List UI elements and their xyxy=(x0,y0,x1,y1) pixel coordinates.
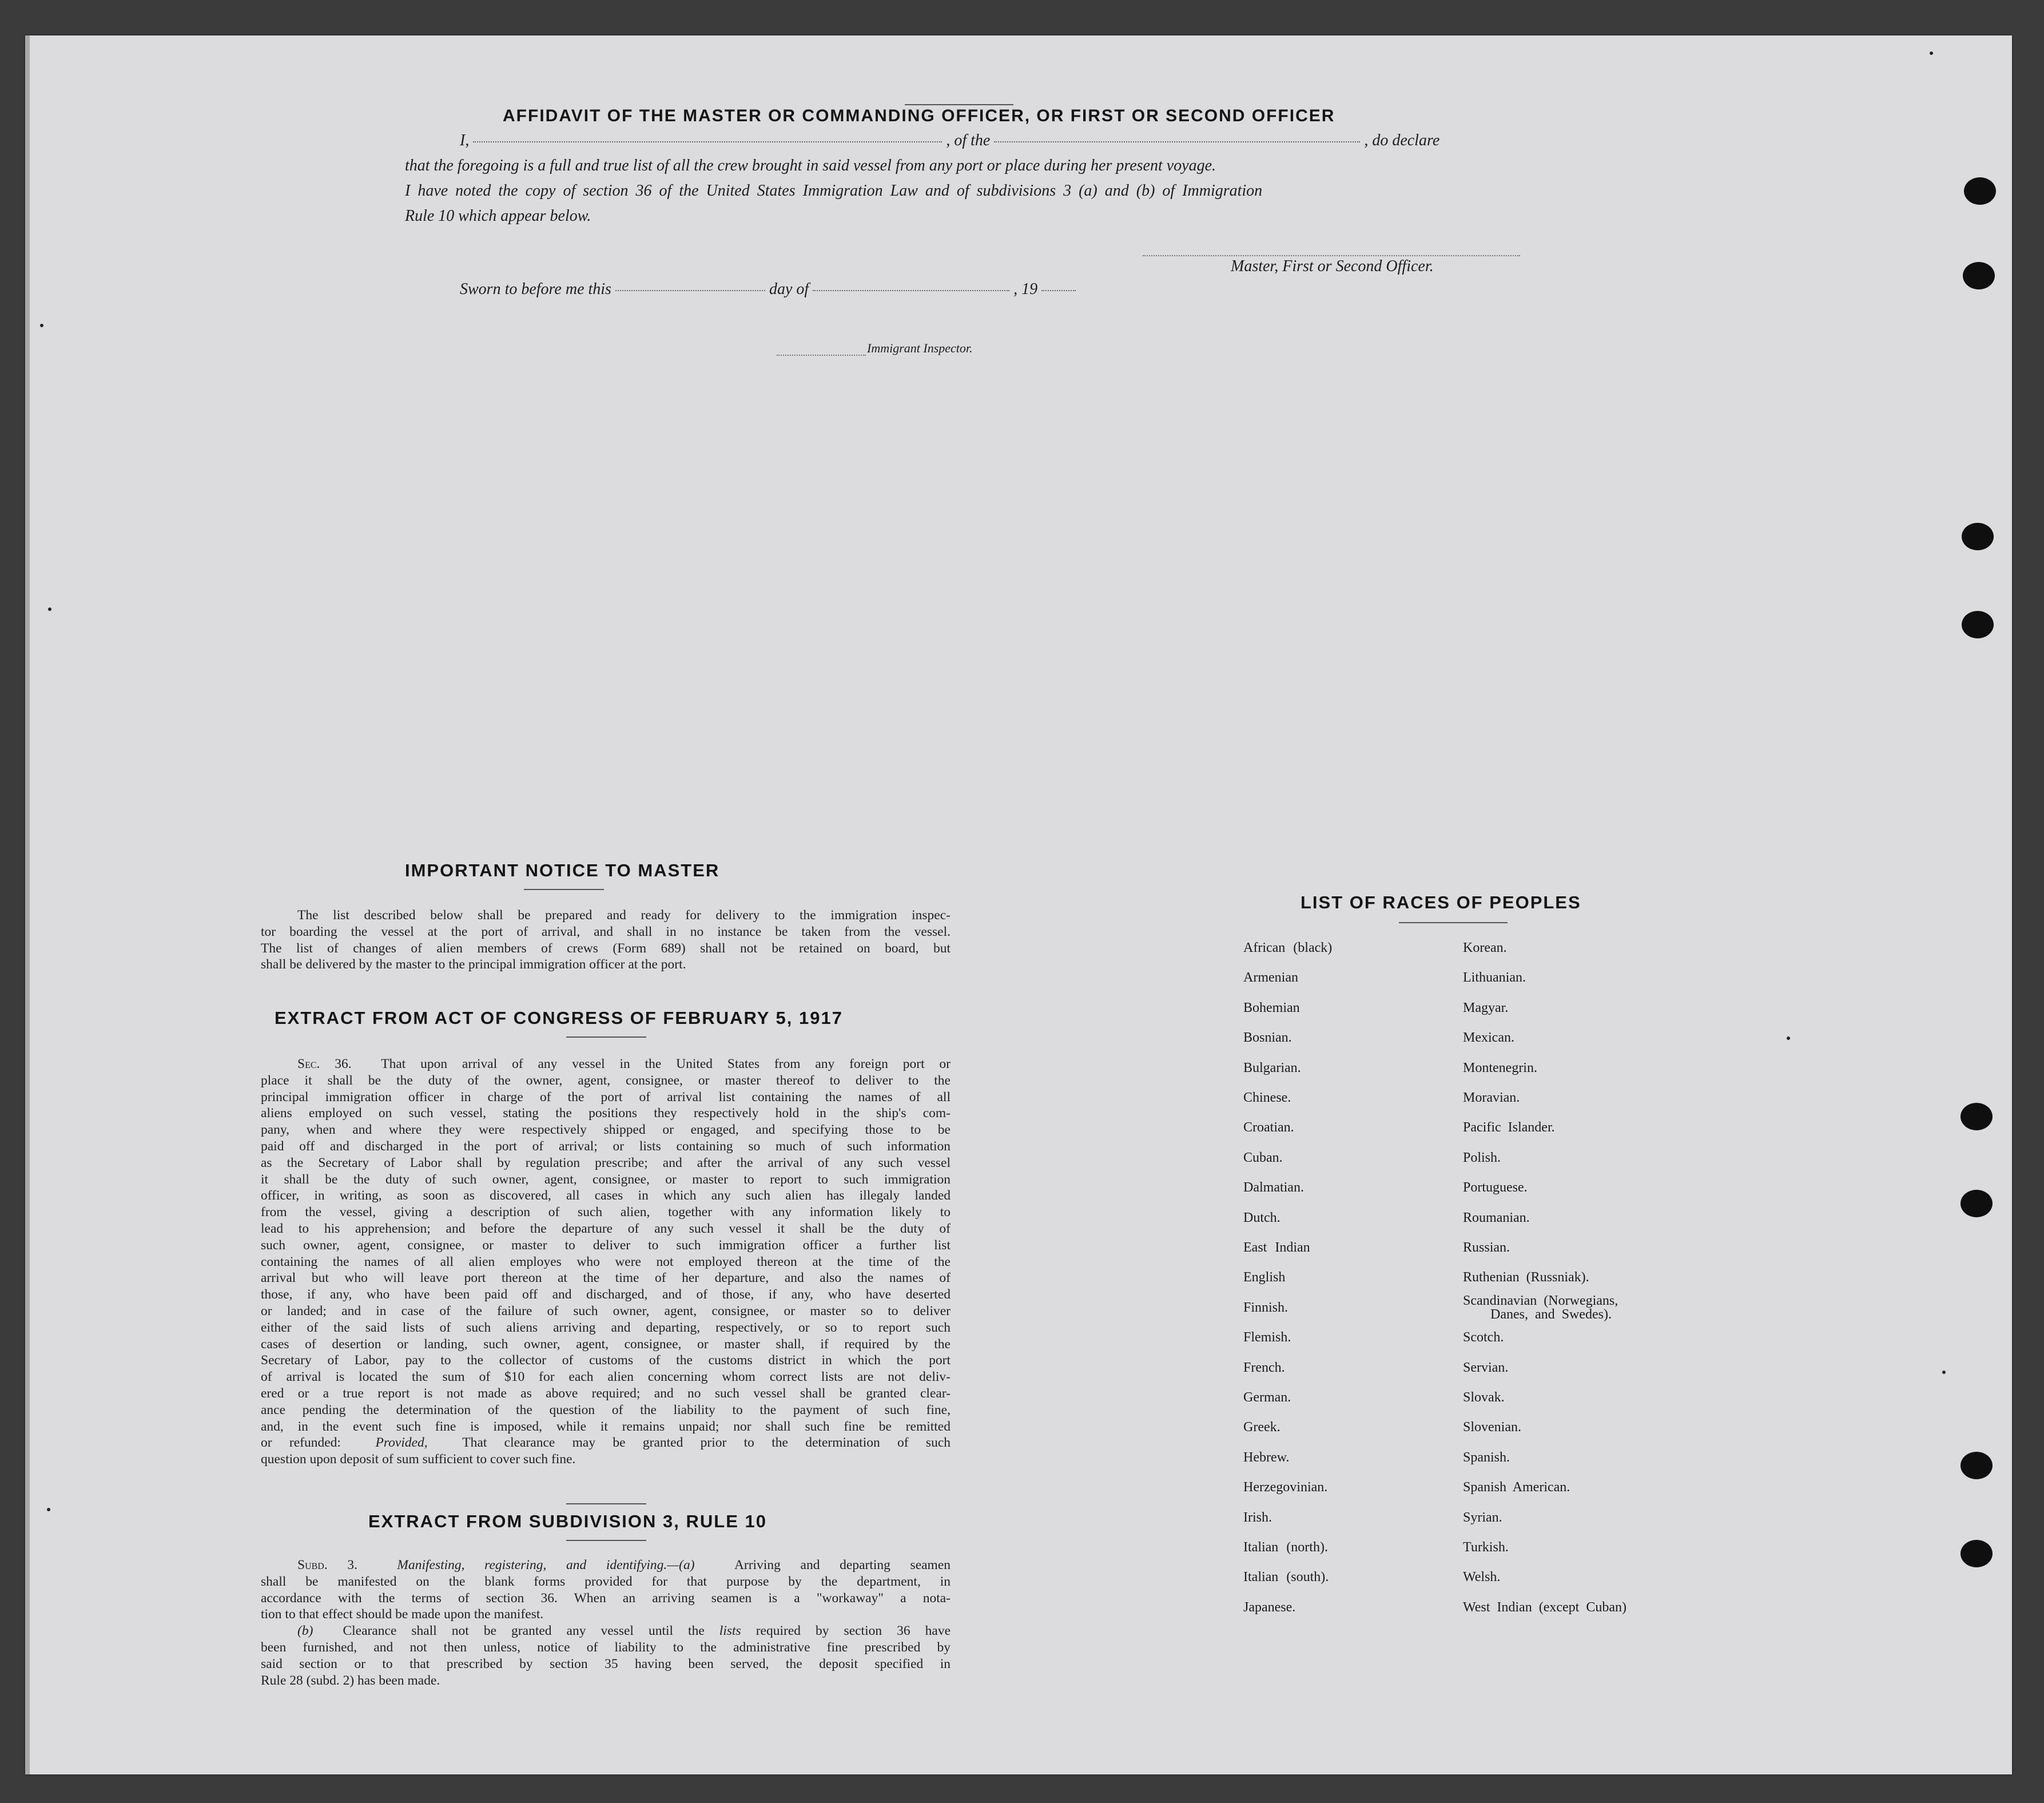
scan-speck xyxy=(1930,51,1933,55)
race-item: East Indian xyxy=(1243,1240,1310,1255)
month-blank xyxy=(813,290,1009,291)
race-item: Dalmatian. xyxy=(1243,1180,1304,1196)
scan-speck xyxy=(1787,1036,1790,1040)
race-item: Moravian. xyxy=(1463,1090,1520,1105)
race-item: Mexican. xyxy=(1463,1030,1514,1046)
races-title: LIST OF RACES OF PEOPLES xyxy=(1301,892,1581,912)
scan-speck xyxy=(40,324,43,327)
race-item: Finnish. xyxy=(1243,1300,1289,1315)
binder-hole xyxy=(1961,1452,1993,1479)
race-item: Polish. xyxy=(1463,1150,1501,1165)
notice-line: tor boarding the vessel at the port of arrival, and shall in no instance be taken from the vessel. xyxy=(261,924,951,939)
notice-line: The list described below shall be prepared and ready for delivery to the immigration inspec- xyxy=(297,908,951,923)
extract-act-paragraph xyxy=(261,1056,951,1468)
rule-line: (b) Clearance shall not be granted any vessel until the lists required by section 36 have xyxy=(297,1623,951,1639)
act-line: place it shall be the duty of the owner, agent, consignee, or master thereof to deliver to the xyxy=(261,1073,951,1088)
rule-line: been furnished, and not then unless, notice of liability to the administrative fine prescribed by xyxy=(261,1639,951,1655)
race-item: Hebrew. xyxy=(1243,1449,1290,1465)
affidavit-title: AFFIDAVIT OF THE MASTER OR COMMANDING OFFICER, OR FIRST OR SECOND OFFICER xyxy=(503,106,1335,125)
notice-title: IMPORTANT NOTICE TO MASTER xyxy=(405,860,720,880)
scan-speck xyxy=(47,1508,50,1511)
race-item: Roumanian. xyxy=(1463,1210,1530,1225)
sworn-line xyxy=(460,280,1076,299)
act-line: either of the said lists of such aliens arriving and departing, respectively, or so to report such xyxy=(261,1320,951,1335)
act-line: or landed; and in case of the failure of such owner, agent, consignee, or master so to deliver xyxy=(261,1303,951,1319)
rule-top-rule xyxy=(566,1503,646,1504)
race-item: Spanish. xyxy=(1463,1449,1510,1465)
declare-label: , do declare xyxy=(1364,132,1440,149)
race-item: Japanese. xyxy=(1243,1599,1296,1615)
act-line: Sec. 36. That upon arrival of any vessel in the United States from any foreign port or xyxy=(297,1057,951,1071)
race-item: English xyxy=(1243,1270,1286,1285)
race-item: Dutch. xyxy=(1243,1210,1281,1225)
act-line: lead to his apprehension; and before the departure of any such vessel it shall be the duty of xyxy=(261,1221,951,1236)
act-line: as the Secretary of Labor shall by regulation prescribe; and after the arrival of any such vessel xyxy=(261,1155,951,1170)
notice-line: The list of changes of alien members of crews (Form 689) shall not be retained on board, but xyxy=(261,940,951,956)
act-line: and, in the event such fine is imposed, while it remains unpaid; nor shall such fine be remitted xyxy=(261,1419,951,1434)
page-edge xyxy=(25,35,30,1774)
inspector-signature-blank xyxy=(777,355,866,356)
extract-act-rule xyxy=(566,1036,646,1038)
race-item: West Indian (except Cuban) xyxy=(1463,1599,1627,1615)
act-line: arrival but who will leave port thereon at the time of her departure, and also the names of xyxy=(261,1270,951,1286)
race-item: Greek. xyxy=(1243,1420,1281,1435)
sworn-label: Sworn to before me this xyxy=(460,280,611,298)
race-item: Servian. xyxy=(1463,1360,1509,1375)
act-line: cases of desertion or landing, such owner, agent, consignee, or master shall, if required by the xyxy=(261,1336,951,1352)
race-item: Chinese. xyxy=(1243,1090,1291,1105)
race-item: Italian (south). xyxy=(1243,1570,1329,1585)
affidavit-line-1 xyxy=(460,132,1439,150)
act-line: it shall be the duty of such owner, agent, consignee, or master to report to such immigration xyxy=(261,1171,951,1187)
act-line: officer, in writing, as soon as discovered, all cases in which any such alien has illegaly landed xyxy=(261,1188,951,1204)
race-item-continuation: Danes, and Swedes). xyxy=(1490,1306,1612,1322)
race-item: Spanish American. xyxy=(1463,1480,1570,1495)
act-line: or refunded: Provided, That clearance may be granted prior to the determination of such xyxy=(261,1435,951,1451)
race-item: Armenian xyxy=(1243,970,1298,986)
rule-line: said section or to that prescribed by section 35 having been served, the deposit specified in xyxy=(261,1656,951,1671)
race-item: Pacific Islander. xyxy=(1463,1120,1555,1135)
scan-speck xyxy=(1942,1371,1946,1374)
binder-hole xyxy=(1962,523,1994,550)
act-line: question upon deposit of sum sufficient to cover such fine. xyxy=(261,1452,576,1467)
document-page xyxy=(25,35,2012,1774)
race-item: Welsh. xyxy=(1463,1570,1501,1585)
of-the-label: , of the xyxy=(946,132,991,149)
i-label: I, xyxy=(460,132,470,149)
act-line: paid off and discharged in the port of arrival; or lists containing so much of such information xyxy=(261,1138,951,1154)
notice-rule xyxy=(524,889,604,890)
act-line: such owner, agent, consignee, or master to deliver to such immigration officer a further list xyxy=(261,1237,951,1253)
race-item: Herzegovinian. xyxy=(1243,1480,1328,1495)
notice-paragraph xyxy=(261,907,951,973)
race-item: Syrian. xyxy=(1463,1510,1502,1525)
act-line: ered or a true report is not made as above required; and no such vessel shall be granted clear- xyxy=(261,1385,951,1401)
binder-hole xyxy=(1961,1103,1993,1130)
binder-hole xyxy=(1961,1540,1993,1567)
affidavit-line-4: Rule 10 which appear below. xyxy=(405,207,591,225)
race-item: Slovak. xyxy=(1463,1390,1505,1405)
notice-line: shall be delivered by the master to the principal immigration officer at the port. xyxy=(261,957,686,972)
binder-hole xyxy=(1964,177,1996,205)
rule-line: accordance with the terms of section 36. When an arriving seamen is a "workaway" a nota- xyxy=(261,1590,951,1606)
race-item: Portuguese. xyxy=(1463,1180,1528,1196)
race-item: Croatian. xyxy=(1243,1120,1294,1135)
subdivision-heading: Manifesting, registering, and identifying.—(a) xyxy=(397,1558,695,1572)
signer-label: Master, First or Second Officer. xyxy=(1231,257,1434,275)
act-line: pany, when and where they were respectively shipped or engaged, and specifying those to be xyxy=(261,1122,951,1138)
signature-blank xyxy=(1143,255,1520,256)
race-item: Russian. xyxy=(1463,1240,1510,1255)
race-item: Montenegrin. xyxy=(1463,1060,1537,1075)
race-item: Scandinavian (Norwegians, xyxy=(1463,1293,1619,1308)
binder-hole xyxy=(1963,262,1995,289)
year-blank xyxy=(1041,290,1076,291)
act-line: from the vessel, giving a description of such alien, together with any information likely to xyxy=(261,1205,951,1220)
race-item: African (black) xyxy=(1243,940,1333,955)
races-rule xyxy=(1399,922,1508,923)
race-item: Italian (north). xyxy=(1243,1540,1328,1555)
extract-rule-paragraph xyxy=(261,1557,951,1689)
rule-line: tion to that effect should be made upon the manifest. xyxy=(261,1607,544,1622)
race-item: Flemish. xyxy=(1243,1330,1291,1345)
race-item: French. xyxy=(1243,1360,1285,1375)
race-item: German. xyxy=(1243,1390,1291,1405)
provided-word: Provided, xyxy=(375,1435,428,1451)
name-blank xyxy=(473,141,942,142)
act-line: aliens employed on such vessel, stating the positions they respectively hold in the ship's com- xyxy=(261,1106,951,1121)
scan-speck xyxy=(48,607,51,611)
race-item: Lithuanian. xyxy=(1463,970,1526,986)
day-of-label: day of xyxy=(769,280,809,298)
race-item: Slovenian. xyxy=(1463,1420,1521,1435)
affidavit-line-2: that the foregoing is a full and true list of all the crew brought in said vessel from any port or place during her present voyage. xyxy=(405,157,1216,174)
extract-rule-title: EXTRACT FROM SUBDIVISION 3, RULE 10 xyxy=(368,1511,767,1531)
day-blank xyxy=(615,290,765,291)
year-label: , 19 xyxy=(1013,280,1038,298)
binder-hole xyxy=(1961,1190,1993,1217)
act-line: principal immigration officer in charge of the port of arrival list containing the names of all xyxy=(261,1089,951,1105)
act-line: ance pending the determination of the question of the liability to the payment of such fine, xyxy=(261,1402,951,1417)
race-item: Korean. xyxy=(1463,940,1507,955)
race-item: Bulgarian. xyxy=(1243,1060,1301,1075)
race-item: Turkish. xyxy=(1463,1540,1509,1555)
race-item: Bosnian. xyxy=(1243,1030,1292,1046)
race-item: Magyar. xyxy=(1463,1000,1509,1015)
title-rule xyxy=(905,104,1013,105)
act-line: Secretary of Labor, pay to the collector of customs of the customs district in which the port xyxy=(261,1353,951,1368)
extract-act-title: EXTRACT FROM ACT OF CONGRESS OF FEBRUARY 5, 1917 xyxy=(275,1008,843,1028)
affidavit-line-3: I have noted the copy of section 36 of the United States Immigration Law and of subdivisions 3 (a) and (b) of Immigration xyxy=(405,182,1263,200)
subdivision-label: Subd. 3. xyxy=(297,1558,358,1572)
race-item: Cuban. xyxy=(1243,1150,1283,1165)
inspector-label: Immigrant Inspector. xyxy=(867,341,973,355)
act-line: those, if any, who have been paid off and discharged, and of those, if any, who have deserted xyxy=(261,1287,951,1302)
rule-line: Rule 28 (subd. 2) has been made. xyxy=(261,1673,440,1688)
rule-line: Subd. 3. Manifesting, registering, and identifying.—(a) Arriving and departing seamen xyxy=(297,1558,951,1572)
rule-line: shall be manifested on the blank forms provided for that purpose by the department, in xyxy=(261,1574,951,1589)
race-item: Irish. xyxy=(1243,1510,1272,1525)
race-item: Bohemian xyxy=(1243,1000,1300,1015)
vessel-blank xyxy=(994,141,1360,142)
extract-rule-rule xyxy=(566,1540,646,1541)
race-item: Scotch. xyxy=(1463,1330,1504,1345)
act-line: containing the names of all alien employes who were not employed thereon at the time of the xyxy=(261,1254,951,1269)
section-label: Sec. 36. xyxy=(297,1057,352,1071)
race-item: Ruthenian (Russniak). xyxy=(1463,1270,1589,1285)
binder-hole xyxy=(1962,611,1994,638)
act-line: of arrival is located the sum of $10 for each alien concerning whom correct lists are not deliv- xyxy=(261,1369,951,1385)
